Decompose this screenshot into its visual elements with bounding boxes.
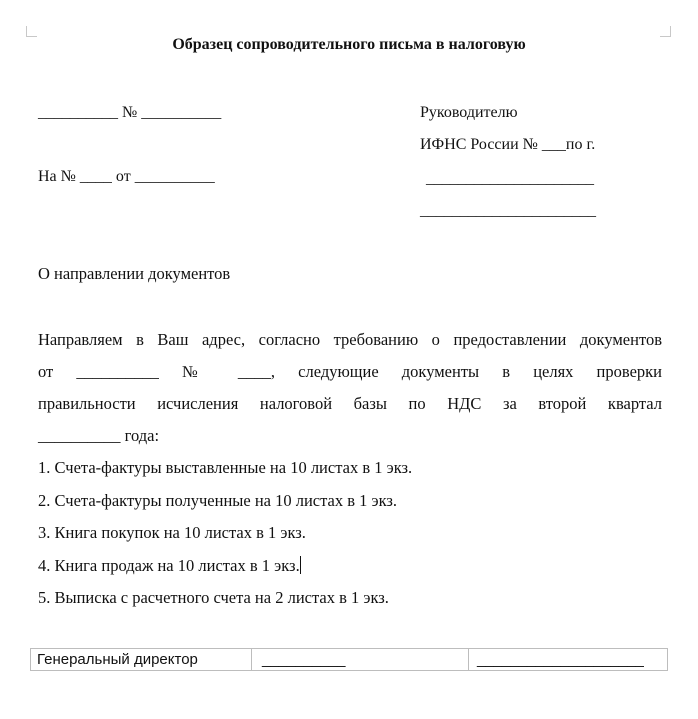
addressee-line-2: ИФНС России № ___по г. (420, 136, 596, 153)
addressee-line-4: ______________________ (420, 202, 596, 219)
list-item: 3. Книга покупок на 10 листах в 1 экз. (38, 523, 306, 542)
addressee-line-1: Руководителю (420, 104, 518, 121)
outgoing-reference: __________ № __________ (38, 104, 222, 121)
table-row (31, 649, 668, 671)
document-title: Образец сопроводительного письма в налоговую (172, 36, 526, 53)
documents-list (38, 452, 412, 615)
signature-blank: __________ (252, 649, 469, 671)
addressee-line-3: _____________________ (426, 170, 594, 187)
list-item: 1. Счета-фактуры выставленные на 10 листах в 1 экз. (38, 458, 413, 477)
list-item (38, 550, 412, 583)
body-line-2: от __________ № ____, следующие документы в целях проверки (38, 362, 662, 381)
subject-line: О направлении документов (38, 264, 231, 283)
body-line-4: __________ года: (38, 426, 160, 445)
list-item-text: 4. Книга продаж на 10 листах в 1 экз. (38, 555, 300, 575)
body-line-3: правильности исчисления налоговой базы по НДС за второй квартал (38, 394, 662, 413)
text-cursor (300, 556, 301, 574)
signature-position: Генеральный директор (31, 649, 252, 671)
letter-body (38, 324, 662, 452)
list-item: 2. Счета-фактуры полученные на 10 листах в 1 экз. (38, 490, 398, 510)
list-item: 5. Выписка с расчетного счета на 2 листах в 1 экз. (38, 588, 389, 607)
name-blank: ____________________ (469, 649, 668, 671)
body-line-1: Направляем в Ваш адрес, согласно требованию о предоставлении документов (38, 330, 662, 349)
reply-reference: На № ____ от __________ (38, 168, 215, 185)
signature-table (30, 648, 668, 671)
